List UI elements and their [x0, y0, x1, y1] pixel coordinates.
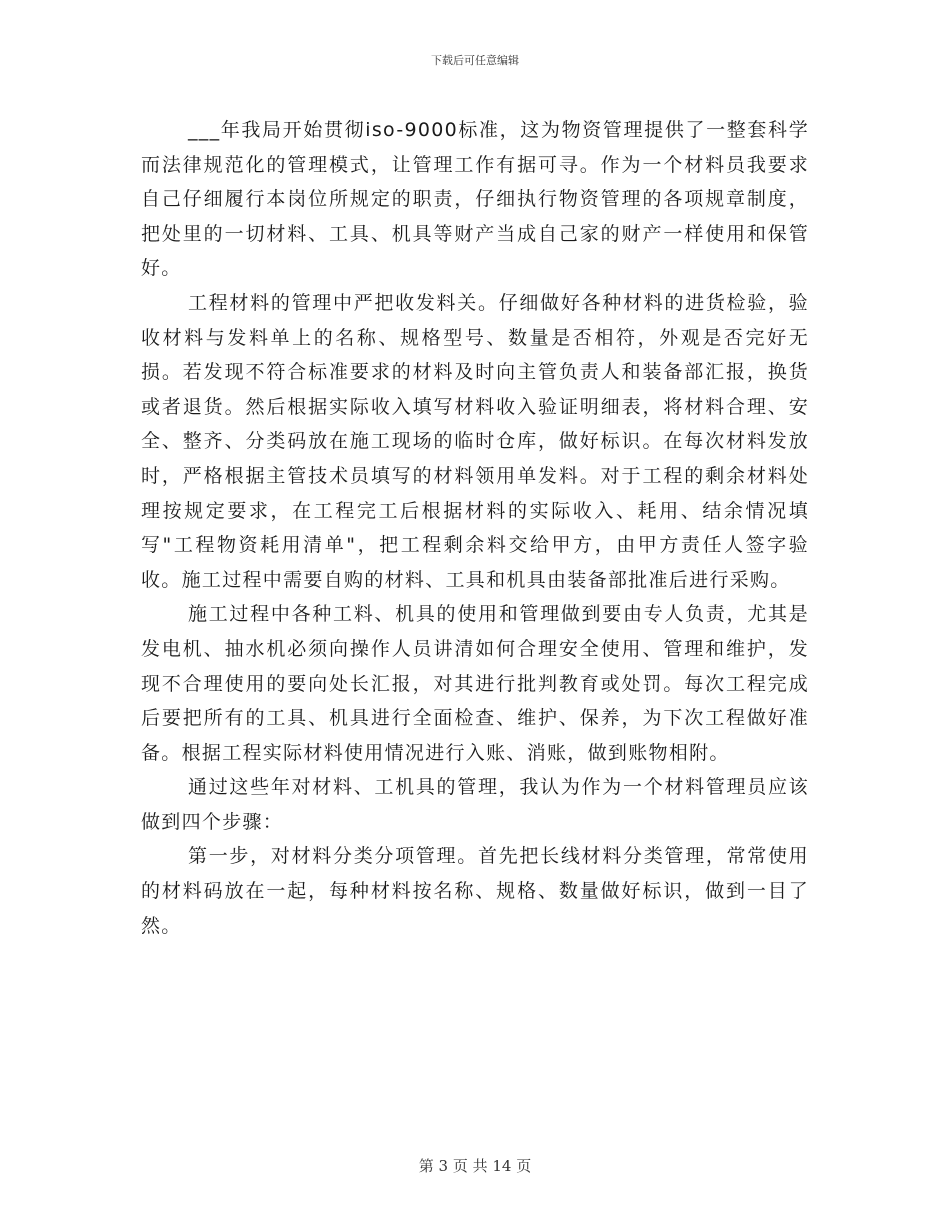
document-body [141, 113, 809, 943]
page-number: 第 3 页 共 14 页 [418, 1157, 532, 1175]
page-header-note: 下载后可任意编辑 [431, 54, 519, 67]
paragraph-5: 第一步，对材料分类分项管理。首先把长线材料分类管理，常常使用的材料码放在一起，每种材料按名称、规格、数量做好标识，做到一目了然。 [141, 845, 809, 937]
paragraph-4: 通过这些年对材料、工机具的管理，我认为作为一个材料管理员应该做到四个步骤： [141, 776, 809, 833]
paragraph-3: 施工过程中各种工料、机具的使用和管理做到要由专人负责，尤其是发电机、抽水机必须向操作人员讲清如何合理安全使用、管理和维护，发现不合理使用的要向处长汇报，对其进行批判教育或处罚。每次工程完成后要把所有的工具、机具进行全面检查、维护、保养，为下次工程做好准备。根据工程实际材料使用情况进行入账、消账，做到账物相附。 [141, 603, 809, 764]
paragraph-1: ___年我局开始贯彻iso-9000标准，这为物资管理提供了一整套科学而法律规范化的管理模式，让管理工作有据可寻。作为一个材料员我要求自己仔细履行本岗位所规定的职责，仔细执行物资管理的各项规章制度，把处里的一切材料、工具、机具等财产当成自己家的财产一样使用和保管好。 [141, 119, 809, 280]
paragraph-2: 工程材料的管理中严把收发料关。仔细做好各种材料的进货检验，验收材料与发料单上的名称、规格型号、数量是否相符，外观是否完好无损。若发现不符合标准要求的材料及时向主管负责人和装备部汇报，换货或者退货。然后根据实际收入填写材料收入验证明细表，将材料合理、安全、整齐、分类码放在施工现场的临时仓库，做好标识。在每次材料发放时，严格根据主管技术员填写的材料领用单发料。对于工程的剩余材料处理按规定要求，在工程完工后根据材料的实际收入、耗用、结余情况填写"工程物资耗用清单"，把工程剩余料交给甲方，由甲方责任人签字验收。施工过程中需要自购的材料、工具和机具由装备部批准后进行采购。 [141, 291, 809, 591]
